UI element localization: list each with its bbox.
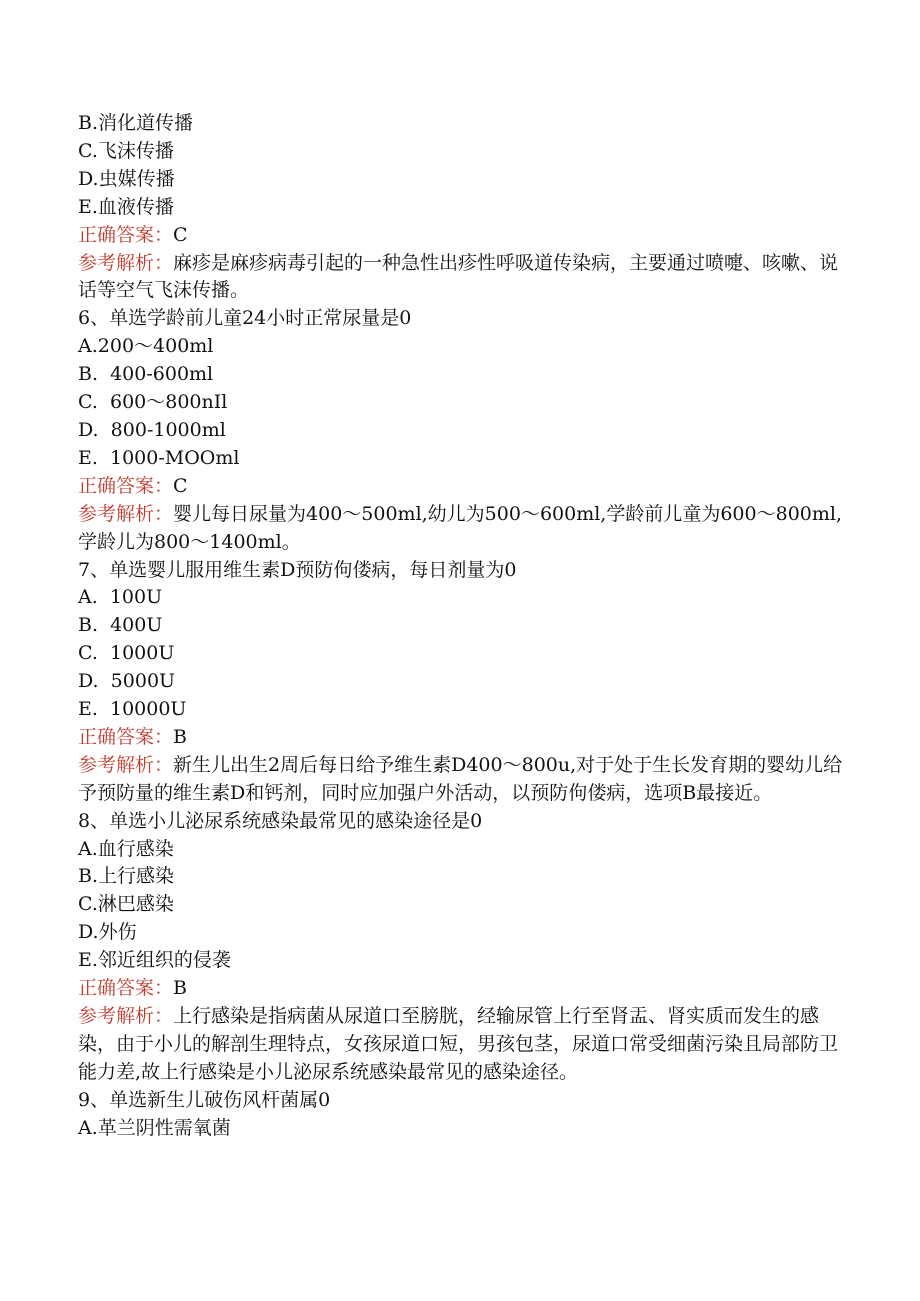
document-page <box>78 110 848 1143</box>
option-b: B. 400U <box>78 614 163 637</box>
answer-line <box>78 724 848 752</box>
answer-line <box>78 473 848 501</box>
option-d: D. 5000U <box>78 670 176 693</box>
explanation-label: 参考解析： <box>78 251 174 274</box>
option-a: A.血行感染 <box>78 837 174 860</box>
explanation-text: 婴儿每日尿量为400～500ml,幼儿为500～600ml,学龄前儿童为600～800ml,学龄儿为800～1400ml。 <box>78 502 843 553</box>
question-block-7 <box>78 557 848 808</box>
option-d: D.虫媒传播 <box>78 167 175 190</box>
option-c: C.淋巴感染 <box>78 893 174 916</box>
question-block-5 <box>78 110 848 305</box>
option-b: B. 400-600ml <box>78 363 214 386</box>
option-e: E. 1000-MOOml <box>78 446 240 469</box>
explanation-label: 参考解析： <box>78 753 174 776</box>
option-d: D.外伤 <box>78 921 137 944</box>
question-title: 7、单选婴儿服用维生素D预防佝偻病，每日剂量为0 <box>78 558 517 581</box>
question-title: 9、单选新生儿破伤风杆菌属0 <box>78 1088 331 1111</box>
option-b: B.消化道传播 <box>78 112 194 134</box>
option-c: C. 600～800nIl <box>78 391 228 414</box>
explanation-text: 新生儿出生2周后每日给予维生素D400～800u,对于处于生长发育期的婴幼儿给予预防量的维生素D和钙剂，同时应加强户外活动，以预防佝偻病，选项B最接近。 <box>78 753 843 804</box>
answer-label: 正确答案： <box>78 725 174 748</box>
option-e: E.血液传播 <box>78 195 174 218</box>
question-block-9 <box>78 1087 848 1143</box>
explanation <box>78 501 848 557</box>
option-c: C. 1000U <box>78 642 175 665</box>
question-block-6 <box>78 305 848 556</box>
answer-label: 正确答案： <box>78 977 174 1000</box>
option-e: E. 10000U <box>78 698 187 721</box>
explanation-text: 麻疹是麻疹病毒引起的一种急性出疹性呼吸道传染病，主要通过喷嚏、咳嗽、说话等空气飞沫传播。 <box>78 251 839 302</box>
answer-label: 正确答案： <box>78 223 174 246</box>
option-a: A.革兰阴性需氧菌 <box>78 1116 231 1139</box>
question-title: 8、单选小儿泌尿系统感染最常见的感染途径是0 <box>78 809 483 832</box>
answer-value: C <box>173 474 188 497</box>
answer-line <box>78 222 848 250</box>
option-e: E.邻近组织的侵袭 <box>78 949 231 972</box>
explanation <box>78 1003 848 1087</box>
option-a: A. 100U <box>78 586 163 609</box>
explanation <box>78 752 848 808</box>
answer-value: C <box>173 223 188 246</box>
answer-value: B <box>173 977 187 1000</box>
question-title: 6、单选学龄前儿童24小时正常尿量是0 <box>78 307 412 330</box>
explanation-text: 上行感染是指病菌从尿道口至膀胱，经输尿管上行至肾盂、肾实质而发生的感染，由于小儿的解剖生理特点，女孩尿道口短，男孩包茎，尿道口常受细菌污染且局部防卫能力差,故上行感染是小儿泌尿系统感染最常见的感染途径。 <box>78 1005 839 1083</box>
explanation <box>78 250 848 306</box>
question-block-8 <box>78 808 848 1087</box>
answer-value: B <box>173 725 187 748</box>
answer-label: 正确答案： <box>78 474 174 497</box>
option-b: B.上行感染 <box>78 865 175 888</box>
option-c: C.飞沫传播 <box>78 139 174 162</box>
explanation-label: 参考解析： <box>78 502 174 525</box>
explanation-label: 参考解析： <box>78 1005 174 1027</box>
option-d: D. 800-1000ml <box>78 418 226 441</box>
answer-line <box>78 975 848 1003</box>
option-a: A.200～400ml <box>78 335 214 358</box>
